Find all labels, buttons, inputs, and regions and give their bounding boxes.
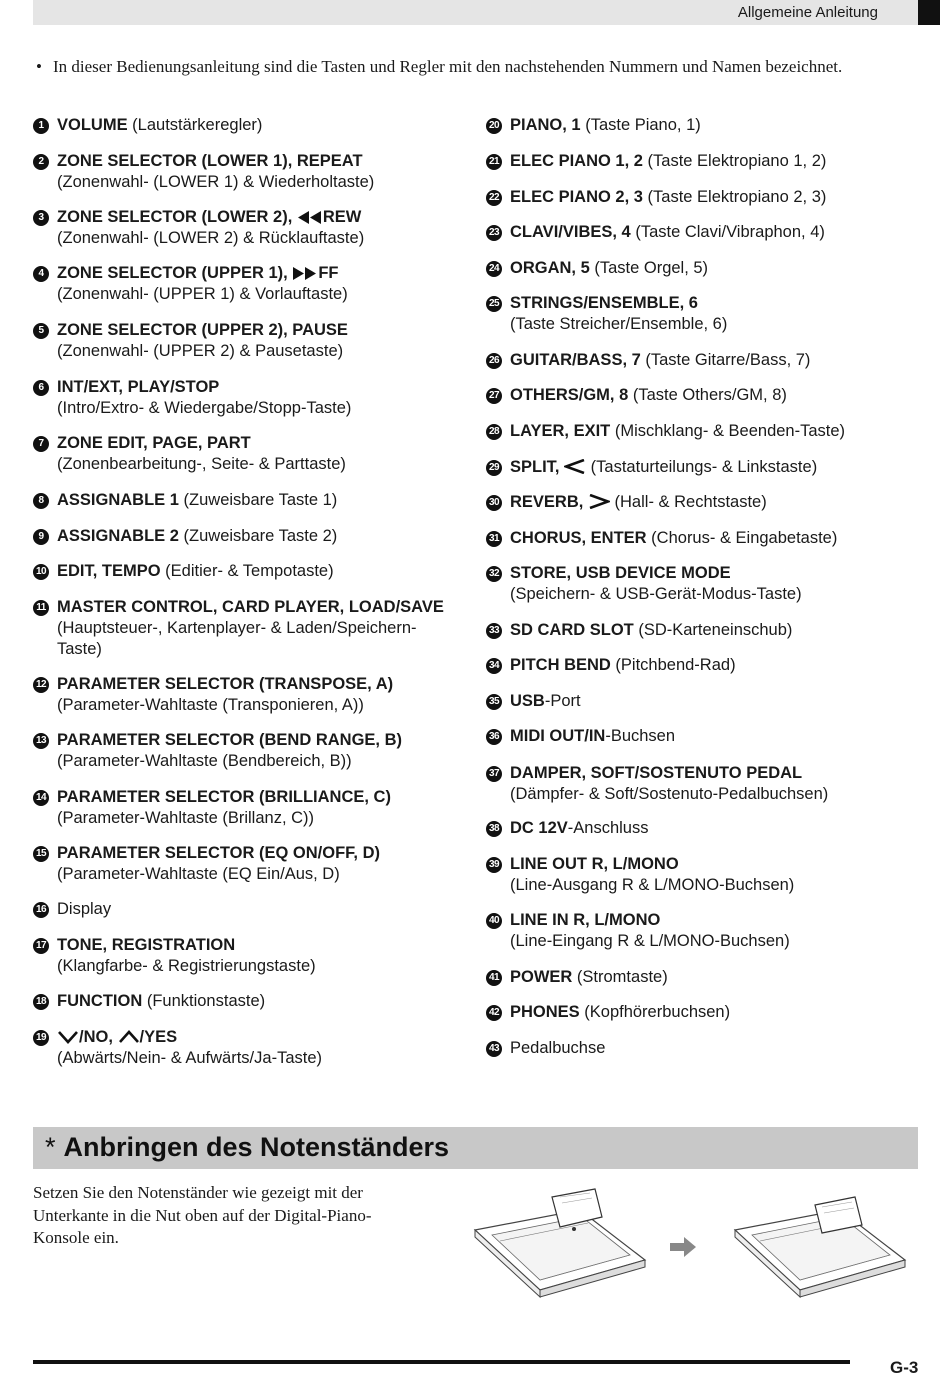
item-description: (Taste Orgel, 5) [589, 259, 709, 277]
item-name: ASSIGNABLE 2 [57, 527, 179, 545]
item-label [510, 350, 810, 371]
item-name: EDIT, TEMPO [57, 562, 161, 580]
number-badge: 9 [33, 529, 49, 545]
music-stand-illustration [470, 1185, 920, 1315]
item-subtext: (Speichern- & USB-Gerät-Modus-Taste) [510, 585, 802, 603]
page-number: G-3 [890, 1358, 919, 1377]
item-name: LINE OUT R, L/MONO [510, 855, 679, 873]
item-description: (Stromtaste) [572, 968, 668, 986]
item-name: ZONE SELECTOR (UPPER 2), PAUSE [57, 321, 348, 339]
item-label [510, 726, 675, 747]
number-badge: 1 [33, 118, 49, 134]
item-label [57, 991, 265, 1012]
item-description: (Lautstärkeregler) [127, 116, 263, 134]
greater-than-icon [588, 493, 610, 511]
number-badge: 23 [486, 225, 502, 241]
item-description: (Taste Piano, 1) [580, 116, 701, 134]
item-subtext: (Parameter-Wahltaste (Brillanz, C)) [57, 809, 315, 827]
number-badge: 2 [33, 154, 49, 170]
item-name: PARAMETER SELECTOR (BRILLIANCE, C) [57, 788, 391, 806]
number-badge: 21 [486, 154, 502, 170]
number-badge: 22 [486, 190, 502, 206]
less-than-icon [564, 458, 586, 476]
item-description: (Taste Clavi/Vibraphon, 4) [630, 223, 825, 241]
item-description: (Taste Gitarre/Bass, 7) [640, 351, 811, 369]
number-badge: 20 [486, 118, 502, 134]
number-badge: 40 [486, 913, 502, 929]
number-badge: 4 [33, 266, 49, 282]
item-subtext: (Line-Ausgang R & L/MONO-Buchsen) [510, 876, 795, 894]
number-badge: 7 [33, 436, 49, 452]
item-label [57, 115, 262, 136]
number-badge: 32 [486, 566, 502, 582]
item-subtext: (Zonenwahl- (UPPER 2) & Pausetaste) [57, 342, 344, 360]
item-label [510, 691, 581, 712]
item-subtext: (Parameter-Wahltaste (EQ Ein/Aus, D) [57, 865, 340, 883]
item-subtext: (Line-Eingang R & L/MONO-Buchsen) [510, 932, 790, 950]
number-badge: 10 [33, 564, 49, 580]
item-label [57, 843, 380, 885]
number-badge: 16 [33, 902, 49, 918]
item-label [57, 561, 334, 582]
header-bar [33, 0, 918, 25]
number-badge: 3 [33, 210, 49, 226]
number-badge: 17 [33, 938, 49, 954]
item-name: INT/EXT, PLAY/STOP [57, 378, 220, 396]
number-badge: 24 [486, 261, 502, 277]
item-label [510, 854, 794, 896]
item-description: -Port [544, 692, 581, 710]
item-label [57, 433, 346, 475]
item-name: PIANO, 1 [510, 116, 581, 134]
item-description: -Anschluss [567, 819, 649, 837]
item-label [510, 763, 828, 805]
item-description: (Taste Others/GM, 8) [628, 386, 787, 404]
item-name: SD CARD SLOT [510, 621, 634, 639]
item-name: REVERB, [510, 493, 588, 511]
item-label [510, 818, 648, 839]
item-description: (SD-Karteneinschub) [633, 621, 793, 639]
item-subtext: Taste) [57, 640, 102, 658]
item-description: Pedalbuchse [510, 1039, 606, 1057]
item-name: ZONE EDIT, PAGE, PART [57, 434, 251, 452]
item-label [510, 1002, 730, 1023]
number-badge: 29 [486, 460, 502, 476]
item-description: (Funktionstaste) [142, 992, 266, 1010]
number-badge: 38 [486, 821, 502, 837]
number-badge: 5 [33, 323, 49, 339]
number-badge: 18 [33, 994, 49, 1010]
number-badge: 25 [486, 296, 502, 312]
item-label [57, 377, 351, 419]
item-subtext: (Zonenbearbeitung-, Seite- & Parttaste) [57, 455, 346, 473]
item-description: (Pitchbend-Rad) [610, 656, 736, 674]
item-name: ELEC PIANO 2, 3 [510, 188, 643, 206]
number-badge: 31 [486, 531, 502, 547]
footer-rule [33, 1360, 850, 1364]
number-badge: 33 [486, 623, 502, 639]
section-instructions: Setzen Sie den Notenständer wie gezeigt mit der Unterkante in die Nut oben auf der Digital-Piano-Konsole ein. [33, 1183, 372, 1247]
number-badge: 36 [486, 729, 502, 745]
chevron-down-icon [57, 1028, 79, 1046]
number-badge: 41 [486, 970, 502, 986]
item-description: -Buchsen [605, 727, 676, 745]
item-subtext: (Dämpfer- & Soft/Sostenuto-Pedalbuchsen) [510, 785, 829, 803]
item-label [57, 674, 393, 716]
intro-paragraph [36, 56, 886, 77]
item-name: OTHERS/GM, 8 [510, 386, 629, 404]
item-label [510, 910, 790, 952]
item-name: CLAVI/VIBES, 4 [510, 223, 631, 241]
number-badge: 13 [33, 733, 49, 749]
item-name: PITCH BEND [510, 656, 611, 674]
item-subtext: (Intro/Extro- & Wiedergabe/Stopp-Taste) [57, 399, 352, 417]
item-subtext: (Zonenwahl- (LOWER 2) & Rücklauftaste) [57, 229, 365, 247]
item-name: VOLUME [57, 116, 128, 134]
section-title-text: Anbringen des Notenständers [63, 1132, 450, 1162]
number-badge: 6 [33, 380, 49, 396]
number-badge: 14 [33, 790, 49, 806]
item-name: LAYER, EXIT [510, 422, 611, 440]
section-title [45, 1132, 449, 1163]
item-subtext: (Taste Streicher/Ensemble, 6) [510, 315, 728, 333]
number-badge: 26 [486, 353, 502, 369]
item-label [510, 620, 792, 641]
item-label [510, 151, 826, 172]
item-label [510, 492, 767, 513]
item-label [57, 320, 348, 362]
number-badge: 19 [33, 1030, 49, 1046]
item-name: STORE, USB DEVICE MODE [510, 564, 731, 582]
item-description: (Mischklang- & Beenden-Taste) [610, 422, 846, 440]
item-label [510, 967, 668, 988]
fast-forward-icon [292, 264, 318, 282]
item-name: USB [510, 692, 545, 710]
number-badge: 37 [486, 766, 502, 782]
header-black-tab [918, 0, 940, 25]
item-subtext: (Abwärts/Nein- & Aufwärts/Ja-Taste) [57, 1049, 322, 1067]
item-label [57, 151, 374, 193]
piano-after-icon [735, 1197, 905, 1297]
item-name: PARAMETER SELECTOR (EQ ON/OFF, D) [57, 844, 380, 862]
number-badge: 11 [33, 600, 49, 616]
number-badge: 39 [486, 857, 502, 873]
item-label [510, 563, 802, 605]
item-name: MASTER CONTROL, CARD PLAYER, LOAD/SAVE [57, 598, 444, 616]
item-description: (Tastaturteilungs- & Linkstaste) [586, 458, 818, 476]
item-description: (Taste Elektropiano 1, 2) [642, 152, 827, 170]
item-label [510, 115, 701, 136]
item-subtext: (Klangfarbe- & Registrierungstaste) [57, 957, 316, 975]
item-label [510, 528, 837, 549]
item-name-part: /YES [139, 1028, 178, 1046]
item-name: DC 12V [510, 819, 568, 837]
item-name: ORGAN, 5 [510, 259, 590, 277]
item-description: (Kopfhörerbuchsen) [579, 1003, 731, 1021]
intro-text: In dieser Bedienungsanleitung sind die Tasten und Regler mit den nachstehenden Nummern und Namen bezeichnet. [53, 57, 843, 76]
item-label [510, 187, 826, 208]
item-name: ZONE SELECTOR (LOWER 2), [57, 208, 297, 226]
item-subtext: (Parameter-Wahltaste (Bendbereich, B)) [57, 752, 352, 770]
item-label [57, 263, 348, 305]
item-name-part: /NO, [79, 1028, 118, 1046]
item-subtext: (Parameter-Wahltaste (Transponieren, A)) [57, 696, 364, 714]
number-badge: 28 [486, 424, 502, 440]
item-label [57, 787, 391, 829]
item-subtext: (Zonenwahl- (UPPER 1) & Vorlauftaste) [57, 285, 348, 303]
number-badge: 8 [33, 493, 49, 509]
item-name: LINE IN R, L/MONO [510, 911, 661, 929]
item-label [57, 935, 316, 977]
item-subtext: (Zonenwahl- (LOWER 1) & Wiederholtaste) [57, 173, 375, 191]
item-name: PHONES [510, 1003, 580, 1021]
item-label [57, 526, 337, 547]
item-label [57, 490, 337, 511]
item-name: SPLIT, [510, 458, 565, 476]
item-label [510, 258, 708, 279]
item-label [510, 1038, 605, 1059]
bullet-icon: • [36, 57, 42, 76]
item-description: (Zuweisbare Taste 2) [178, 527, 338, 545]
item-label [57, 899, 111, 920]
item-label [57, 730, 402, 772]
item-name: STRINGS/ENSEMBLE, 6 [510, 294, 698, 312]
item-name-part: FF [318, 264, 339, 282]
item-name: PARAMETER SELECTOR (TRANSPOSE, A) [57, 675, 394, 693]
header-title: Allgemeine Anleitung [737, 4, 878, 21]
item-description: (Zuweisbare Taste 1) [178, 491, 338, 509]
number-badge: 30 [486, 495, 502, 511]
arrow-right-icon [670, 1237, 696, 1257]
item-name: ZONE SELECTOR (UPPER 1), [57, 264, 293, 282]
number-badge: 42 [486, 1005, 502, 1021]
item-label [510, 293, 727, 335]
item-name: GUITAR/BASS, 7 [510, 351, 641, 369]
item-description: Display [57, 900, 112, 918]
piano-before-icon [475, 1189, 645, 1297]
item-description: (Editier- & Tempotaste) [160, 562, 334, 580]
rewind-icon [297, 208, 323, 226]
item-label [57, 207, 364, 249]
item-name: CHORUS, ENTER [510, 529, 647, 547]
number-badge: 12 [33, 677, 49, 693]
item-name: TONE, REGISTRATION [57, 936, 236, 954]
item-name: ASSIGNABLE 1 [57, 491, 179, 509]
number-badge: 35 [486, 694, 502, 710]
item-label [57, 597, 444, 660]
item-name: FUNCTION [57, 992, 143, 1010]
item-label [510, 421, 845, 442]
item-description: (Hall- & Rechtstaste) [609, 493, 767, 511]
item-name: ELEC PIANO 1, 2 [510, 152, 643, 170]
item-description: (Taste Elektropiano 2, 3) [642, 188, 827, 206]
item-name-part: REW [322, 208, 362, 226]
number-badge: 27 [486, 388, 502, 404]
item-subtext: (Hauptsteuer-, Kartenplayer- & Laden/Speichern- [57, 619, 417, 637]
item-label [510, 655, 736, 676]
number-badge: 15 [33, 846, 49, 862]
item-label [510, 222, 825, 243]
number-badge: 43 [486, 1041, 502, 1057]
asterisk-icon: * [45, 1132, 56, 1162]
item-label [510, 457, 817, 478]
item-name: POWER [510, 968, 573, 986]
number-badge: 34 [486, 658, 502, 674]
item-name: ZONE SELECTOR (LOWER 1), REPEAT [57, 152, 363, 170]
item-label [57, 1027, 322, 1069]
item-name: PARAMETER SELECTOR (BEND RANGE, B) [57, 731, 402, 749]
item-label [510, 385, 787, 406]
chevron-up-icon [118, 1028, 140, 1046]
item-description: (Chorus- & Eingabetaste) [646, 529, 838, 547]
item-name: DAMPER, SOFT/SOSTENUTO PEDAL [510, 764, 803, 782]
item-name: MIDI OUT/IN [510, 727, 606, 745]
section-heading-bar [33, 1127, 918, 1169]
